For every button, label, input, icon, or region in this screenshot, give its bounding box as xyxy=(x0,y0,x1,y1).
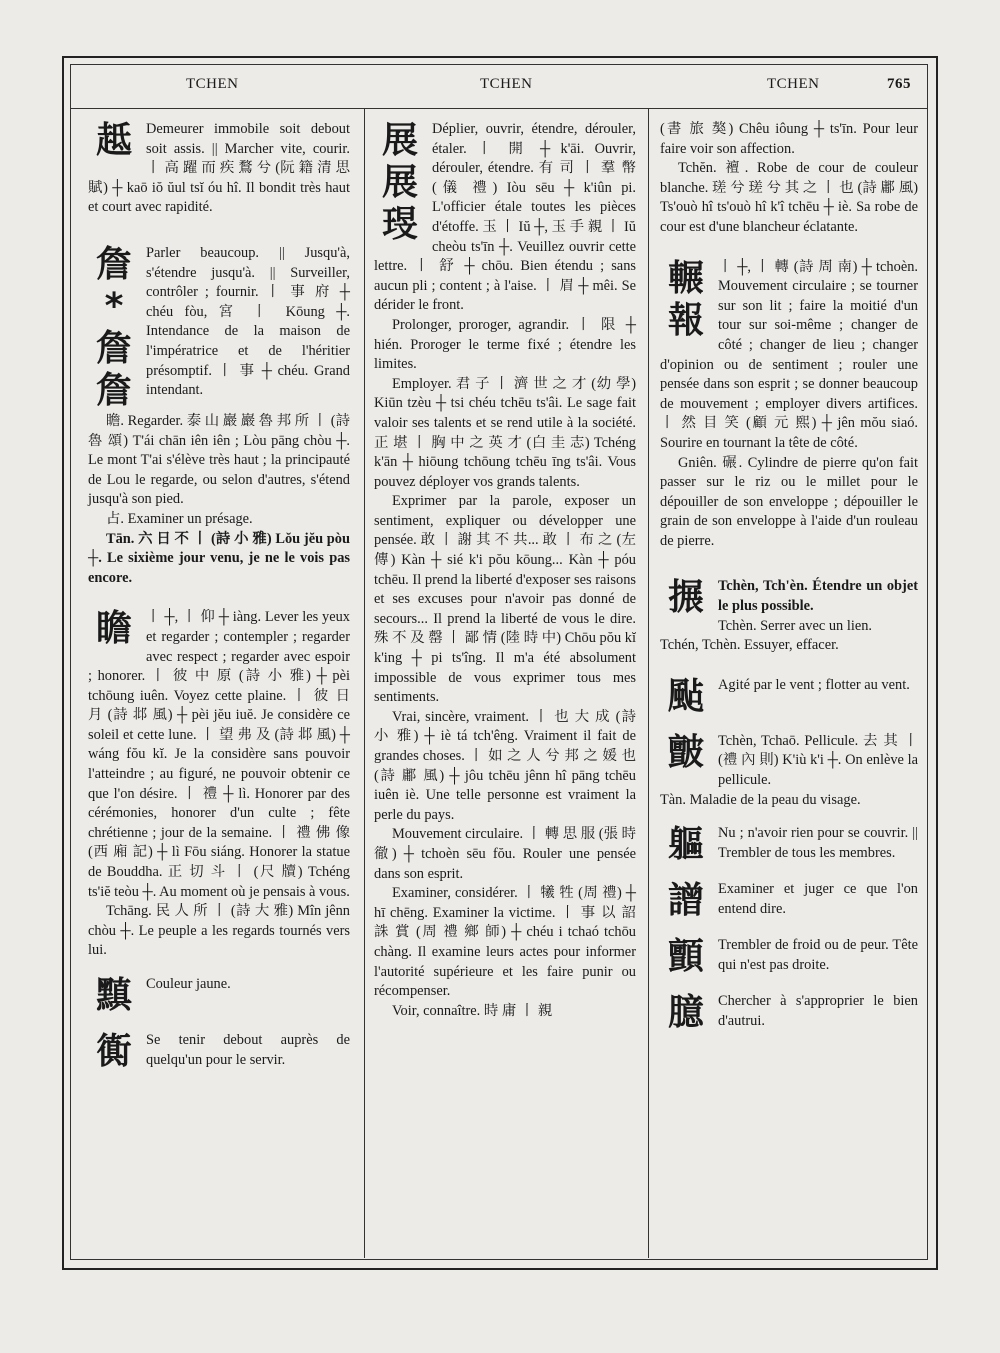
entry-text: Vrai, sincère, vraiment. 丨 也 大 成 (詩 小 雅) ┼ iè tá tch'êng. Vraiment il fait de grandes choses. 丨 如 之 人 兮 邦 之 媛 也 (詩 鄘 風) ┼ jôu tchēu jênn hî pāng tchēu iuên iè. Une telle personne est vraiment la perle du pays. xyxy=(374,708,636,823)
entry-text: Tchén, Tchèn. Essuyer, effacer. xyxy=(660,637,839,654)
entry xyxy=(660,992,918,1034)
entry-text: Tān. 六 日 不 丨 (詩 小 雅) Lŏu jĕu pòu ┼. Le sixième jour venu, je ne le vois pas encore. xyxy=(88,530,350,586)
column-rule-2 xyxy=(648,108,649,1258)
entry-text: Déplier, ouvrir, étendre, dérouler, étaler. 丨 開 ┼ k'āi. Ouvrir, dérouler, étendre. 有 司 丨 羣 幣 (儀 禮) Iòu sēu ┼ k'iûn pi. L'officier étale toutes les pièces d'étoffe. 玉 丨 Iŭ ┼, 玉 手 親 丨 Iŭ cheòu ts'īn ┼. Veuillez ouvrir cette lettre. 丨 舒 ┼ chōu. Bien étendu ; sans aucun pli ; content ; à l'aise. 丨 眉 ┼ mêi. Se dérider le front. xyxy=(374,121,636,314)
entry-character: 軀 xyxy=(667,824,704,866)
entry-character: 瞻 xyxy=(95,608,132,650)
entry xyxy=(660,936,918,978)
entry-text: Tchèn, Tchaō. Pellicule. 去 其 丨 (禮 內 則) K'iù k'i ┼. On enlève la pellicule. xyxy=(718,732,918,789)
entry-character: 臆 xyxy=(667,992,704,1034)
entry xyxy=(88,412,350,588)
entry-character: 衠 xyxy=(95,1031,132,1072)
entry-text: 丨 ┼, 丨 轉 (詩 周 南) ┼ tchoèn. Mouvement circulaire ; se tourner sur son lit ; faire la moitié d'un tour sur soi-même ; changer de côté ; changer de lieu ; changer d'opinion ou de sentiment ; rouler une pensée dans son esprit ; se donner beaucoup de mouvement ; employer divers artifices. 丨 然 目 笑 (顧 元 熙) ┼ jên mŏu siaó. Sourire en tournant la tête de côté. xyxy=(660,258,918,451)
entry-text: Tchèn. Serrer avec un lien. xyxy=(718,617,873,634)
entry xyxy=(88,244,350,412)
entry-text: Agité par le vent ; flotter au vent. xyxy=(718,676,910,693)
entry-text: Tchĕn. 襢. Robe de cour de couleur blanche. 瑳 兮 瑳 兮 其 之 丨 也 (詩 鄘 風) Ts'ouò hî ts'ouò hî k'î tchēu ┼ iè. Sa robe de cour est d'une blancheur éclatante. xyxy=(660,160,918,235)
entry-character: 詹 *詹 詹 xyxy=(95,243,132,411)
entry-text: Se tenir debout auprès de quelqu'un pour le servir. xyxy=(146,1032,350,1068)
entry-text: Employer. 君 子 丨 濟 世 之 才 (幼 學) Kiūn tzèu ┼ tsi chéu tchēu ts'âi. Le sage fait valoir ses talents et se rend utile à la société. 正 堪 丨 胸 中 之 英 才 (白 圭 志) Tchéng k'ān ┼ hiōung tchōung tchēu īng ts'âi. Vous pouvez déployer vos grands talents. xyxy=(374,375,636,490)
entry xyxy=(660,577,918,655)
entry-text: Chercher à s'approprier le bien d'autrui. xyxy=(718,993,918,1029)
running-head-center: TCHEN xyxy=(480,76,533,92)
entry xyxy=(660,732,918,810)
entry-text: Voir, connaître. 時 庸 丨 親 xyxy=(392,1002,553,1019)
entry-text: Couleur jaune. xyxy=(146,976,231,992)
entry-character: 顫 xyxy=(667,936,704,978)
column-rule-1 xyxy=(364,108,365,1258)
column-1 xyxy=(88,120,350,1073)
entry xyxy=(660,824,918,866)
entry-text: Tchāng. 民 人 所 丨 (詩 大 雅) Mîn jênn chòu ┼. Le peuple a les regards tournés vers lui. xyxy=(88,903,350,959)
entry xyxy=(374,120,636,1021)
entry-character: 展 展 琝 xyxy=(381,120,418,245)
entry xyxy=(660,120,918,238)
entry-character: 譄 xyxy=(667,880,704,922)
entry-text: Tàn. Maladie de la peau du visage. xyxy=(660,791,861,808)
entry-text: Examiner, considérer. 丨 犧 牲 (周 禮) ┼ hī chēng. Examiner la victime. 丨 事 以 詔 誅 賞 (周 禮 鄉 師) ┼ chéu i tchaó tchōu chàng. Il examine leurs actes pour informer l'autorité supérieure et les faire punir ou récompenser. xyxy=(374,885,636,1000)
entry-character: 皽 xyxy=(667,731,704,773)
entry xyxy=(88,1031,350,1073)
entry-character: 搌 xyxy=(667,577,704,619)
running-head-right: TCHEN xyxy=(767,76,820,92)
entry xyxy=(660,258,918,552)
entry-text: Prolonger, proroger, agrandir. 丨 限 ┼ hién. Proroger le terme fixé ; étendre les limites. xyxy=(374,316,636,373)
entry-character: 黰 xyxy=(95,975,132,1016)
page-number: 765 xyxy=(887,76,911,92)
entry xyxy=(88,608,350,961)
entry-text: Examiner et juger ce que l'on entend dire. xyxy=(718,881,918,917)
entry xyxy=(660,880,918,922)
header-rule xyxy=(70,108,928,109)
entry-character: 趆 xyxy=(95,120,132,161)
entry-text: Exprimer par la parole, exposer un sentiment, expliquer ou développer une pensée. 敢 丨 謝 其 不 共... 敢 丨 布 之 (左 傳) Kàn ┼ sié k'i pŏu kōung... Kàn ┼ póu tchēu. Il prend la liberté d'exposer ses raisons et ses excuses pour n'avoir pas donné de secours... Il prend la liberté de vous le dire. 殊 不 及 罄 丨 鄙 情 (陸 時 中) Chōu pŏu kĭ k'ing ┼ pi ts'îng. Il m'a été absolument impossible de vous exprimer tous mes sentiments. xyxy=(374,493,636,706)
entry xyxy=(660,676,918,718)
entry-text: 占. Examiner un présage. xyxy=(106,510,253,527)
column-3 xyxy=(660,120,918,1034)
entry-text: Mouvement circulaire. 丨 轉 思 服 (張 時 徹) ┼ tchoèn sēu fŏu. Rouler une pensée dans son esprit. xyxy=(374,826,636,882)
entry xyxy=(88,120,350,218)
entry xyxy=(88,975,350,1017)
entry-text: Gniên. 碾. Cylindre de pierre qu'on fait passer sur le riz ou le millet pour le dépouiller de son enveloppe ; dépouiller le grain de son enveloppe à l'aide d'un rouleau de pierre. xyxy=(660,454,918,549)
entry-text: Parler beaucoup. || Jusqu'à, s'étendre jusqu'à. || Surveiller, contrôler ; fournir. 丨 事 府 ┼ chéu fòu, 宮 丨 Kōung ┼. Intendance de la maison de l'impératrice et de l'héritier présomptif. 丨 事 ┼ chéu. Grand intendant. xyxy=(146,244,350,399)
running-head-left: TCHEN xyxy=(186,76,239,92)
entry-text: Demeurer immobile soit debout soit assis. || Marcher vite, courir. 丨 高 躍 而 疾 鶩 兮 (阮 籍 清 思 賦) ┼ kaō iŏ ŭul tsĭ óu hî. Il bondit très haut et court avec rapidité. xyxy=(88,121,350,216)
entry-text: Nu ; n'avoir rien pour se couvrir. || Trembler de tous les membres. xyxy=(718,825,918,861)
entry-character: 颭 xyxy=(667,675,704,717)
entry-text: Tchèn, Tch'èn. Étendre un objet le plus possible. xyxy=(718,578,918,615)
column-2 xyxy=(374,120,636,1021)
entry-character: 輾 報 xyxy=(667,257,704,341)
entry-text: 瞻. Regarder. 泰 山 巖 巖 魯 邦 所 丨 (詩 魯 頌) T'ái chān iên iên ; Lòu pāng chòu ┼. Le mont T'ai s'élève très haut ; la principauté de Lou le regarde, ou selon d'autres, s'étend jusqu'à son pied. xyxy=(88,412,350,508)
entry-text: Trembler de froid ou de peur. Tête qui n'est pas droite. xyxy=(718,937,918,973)
entry-text: 丨 ┼, 丨 仰 ┼ iàng. Lever les yeux et regarder ; contempler ; regarder avec respect ; regarder avec espoir ; honorer. 丨 彼 中 原 (詩 小 雅) ┼ pèi tchōung iuên. Voyez cette plaine. 丨 彼 日 月 (詩 邶 風) ┼ pèi jĕu iuĕ. Je considère ce soleil et cette lune. 丨 望 弗 及 (詩 邶 風) ┼ wáng fŏu kĭ. Je la considère sans pouvoir l'atteindre ; au figuré, ne pouvoir obtenir ce que l'on désire. 丨 禮 ┼ lì. Honorer par des cérémonies, honorer d'un culte ; fête chrétienne ; jour de la semaine. 丨 禮 佛 像 (西 廂 記) ┼ lì Fōu siáng. Honorer la statue de Bouddha. 正 切 斗 丨 (尺 牘) Tchéng ts'iĕ teòu ┼. Au moment où je pensais à vous. xyxy=(88,609,350,900)
entry-text: (書 旅 獒) Chêu iôung ┼ ts'īn. Pour leur faire voir son affection. xyxy=(660,121,918,157)
